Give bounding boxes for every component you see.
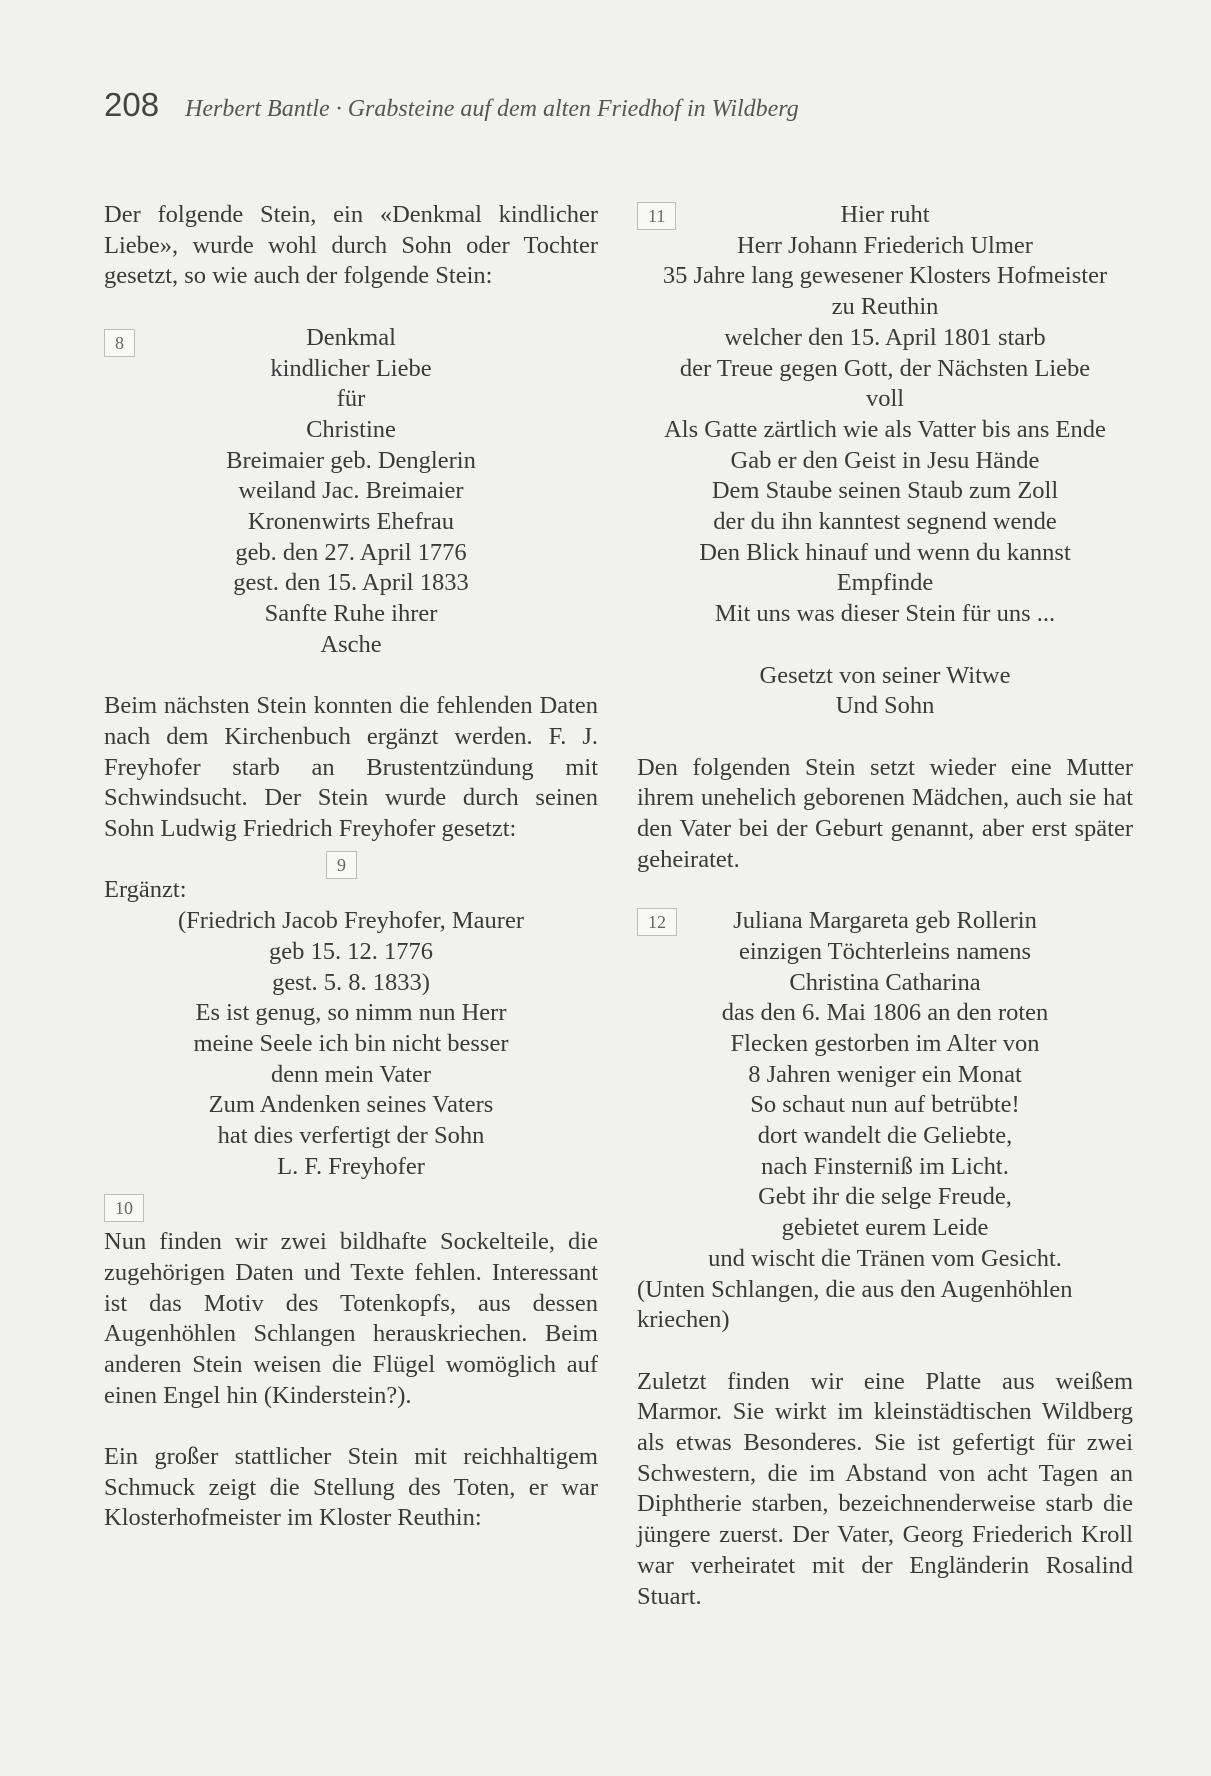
inscription-line: Flecken gestorben im Alter von bbox=[730, 1029, 1040, 1057]
page-number: 208 bbox=[104, 86, 160, 123]
inscription-line: zu Reuthin bbox=[831, 293, 939, 321]
inscription-line: meine Seele ich bin nicht besser bbox=[193, 1029, 509, 1057]
inscription-line: Als Gatte zärtlich wie als Vatter bis ans Ende bbox=[664, 415, 1106, 443]
right-column bbox=[637, 200, 1133, 1612]
stone-marker-10: 10 bbox=[104, 1194, 144, 1222]
inscription-line: der du ihn kanntest segnend wende bbox=[713, 508, 1057, 536]
inscription-line: Dem Staube seinen Staub zum Zoll bbox=[711, 477, 1059, 505]
inscription-line: geb. den 27. April 1776 bbox=[235, 538, 467, 566]
intro-paragraph: Der folgende Stein, ein «Denkmal kindlicher Liebe», wurde wohl durch Sohn oder Tochter gesetzt, so wie auch der folgende Stein: bbox=[104, 201, 598, 290]
stone-marker-11: 11 bbox=[637, 202, 676, 230]
inscription-line: Christina Catharina bbox=[789, 968, 981, 996]
inscription-line: Asche bbox=[320, 630, 382, 658]
inscription-note: (Unten Schlangen, die aus den Augenhöhlen kriechen) bbox=[637, 1275, 1073, 1334]
inscription-line: weiland Jac. Breimaier bbox=[238, 477, 464, 505]
stone-8-inscription bbox=[104, 323, 598, 661]
stone-marker-9: 9 bbox=[326, 851, 357, 879]
inscription-line: denn mein Vater bbox=[270, 1060, 432, 1088]
inscription-line: Hier ruht bbox=[840, 201, 930, 228]
inscription-line: geb 15. 12. 1776 bbox=[269, 937, 433, 965]
inscription-line: (Friedrich Jacob Freyhofer, Maurer bbox=[178, 907, 524, 935]
inscription-line: Breimaier geb. Denglerin bbox=[226, 446, 476, 474]
inscription-line: L. F. Freyhofer bbox=[277, 1152, 425, 1180]
sockel-paragraph: Nun finden wir zwei bildhafte Sockelteile, die zugehörigen Daten und Texte fehlen. Interessant ist das Motiv des Totenkopfs, aus dessen Augenhöhlen Schlangen herauskriechen. Beim anderen Stein weisen die Flügel womöglich auf einen Engel hin (Kinderstein?). bbox=[104, 1228, 598, 1409]
inscription-line: das den 6. Mai 1806 an den roten bbox=[721, 999, 1049, 1027]
freyhofer-paragraph: Beim nächsten Stein konnten die fehlenden Daten nach dem Kirchenbuch ergänzt werden. F. J. Freyhofer starb an Brustentzündung mit Schwindsucht. Der Stein wurde durch seinen Sohn Ludwig Friedrich Freyhofer gesetzt: bbox=[104, 692, 598, 843]
supplement-label: Ergänzt: bbox=[104, 876, 187, 904]
stone-11-inscription bbox=[637, 200, 1133, 722]
stone-12-inscription bbox=[637, 906, 1133, 1336]
inscription-line: Gebt ihr die selge Freude, bbox=[758, 1183, 1012, 1211]
inscription-line: voll bbox=[865, 385, 905, 413]
left-column bbox=[104, 200, 598, 1534]
inscription-line: Mit uns was dieser Stein für uns ... bbox=[714, 600, 1056, 628]
klosterhofmeister-paragraph: Ein großer stattlicher Stein mit reichhaltigem Schmuck zeigt die Stellung des Toten, er war Klosterhofmeister im Kloster Reuthin: bbox=[104, 1443, 598, 1532]
inscription-line: Sanfte Ruhe ihrer bbox=[264, 600, 438, 628]
inscription-line: Gab er den Geist in Jesu Hände bbox=[730, 446, 1040, 474]
inscription-footer-line: Gesetzt von seiner Witwe bbox=[759, 661, 1011, 689]
inscription-line: Kronenwirts Ehefrau bbox=[247, 508, 455, 536]
inscription-line: nach Finsterniß im Licht. bbox=[761, 1152, 1009, 1180]
stone-marker-12: 12 bbox=[637, 908, 677, 936]
inscription-footer-line: Und Sohn bbox=[835, 692, 935, 720]
inscription-line: Herr Johann Friederich Ulmer bbox=[737, 231, 1033, 259]
inscription-line: Empfinde bbox=[836, 569, 934, 597]
inscription-line: gest. 5. 8. 1833) bbox=[272, 968, 430, 996]
inscription-line: einzigen Töchterleins namens bbox=[738, 937, 1032, 965]
inscription-line: Christine bbox=[306, 415, 396, 443]
running-title: Herbert Bantle · Grabsteine auf dem alten Friedhof in Wildberg bbox=[185, 96, 799, 122]
inscription-line: für bbox=[336, 385, 366, 413]
inscription-line: 35 Jahre lang gewesener Klosters Hofmeister bbox=[662, 262, 1108, 290]
inscription-line: Es ist genug, so nimm nun Herr bbox=[195, 999, 507, 1027]
inscription-line: der Treue gegen Gott, der Nächsten Liebe bbox=[679, 354, 1091, 382]
inscription-line: welcher den 15. April 1801 starb bbox=[724, 323, 1046, 351]
mutter-paragraph: Den folgenden Stein setzt wieder eine Mutter ihrem unehelich geborenen Mädchen, auch sie hat den Vater bei der Geburt genannt, aber erst später geheiratet. bbox=[637, 753, 1133, 873]
inscription-line: gebietet eurem Leide bbox=[781, 1214, 989, 1242]
stone-9-inscription bbox=[104, 855, 598, 1182]
stone-marker-8: 8 bbox=[104, 329, 135, 357]
inscription-line: dort wandelt die Geliebte, bbox=[757, 1122, 1013, 1150]
inscription-line: gest. den 15. April 1833 bbox=[233, 569, 469, 597]
inscription-line: Denkmal bbox=[306, 323, 396, 351]
inscription-line: hat dies verfertigt der Sohn bbox=[217, 1122, 485, 1150]
inscription-line: und wischt die Tränen vom Gesicht. bbox=[708, 1244, 1062, 1272]
inscription-line: Den Blick hinauf und wenn du kannst bbox=[699, 538, 1071, 566]
inscription-line: 8 Jahren weniger ein Monat bbox=[748, 1060, 1022, 1088]
inscription-line: kindlicher Liebe bbox=[270, 354, 432, 382]
inscription-line: So schaut nun auf betrübte! bbox=[750, 1091, 1020, 1119]
inscription-line: Juliana Margareta geb Rollerin bbox=[733, 907, 1037, 935]
inscription-line: Zum Andenken seines Vaters bbox=[208, 1091, 494, 1119]
zuletzt-paragraph: Zuletzt finden wir eine Platte aus weißem Marmor. Sie wirkt im kleinstädtischen Wildberg als etwas Besonderes. Sie ist gefertigt für zwei Schwestern, die im Abstand von acht Tagen an Diphtherie starben, bezeichnenderweise starb die jüngere zuerst. Der Vater, Georg Friederich Kroll war verheiratet mit der Engländerin Rosalind Stuart. bbox=[637, 1367, 1133, 1610]
page-header bbox=[104, 86, 799, 124]
